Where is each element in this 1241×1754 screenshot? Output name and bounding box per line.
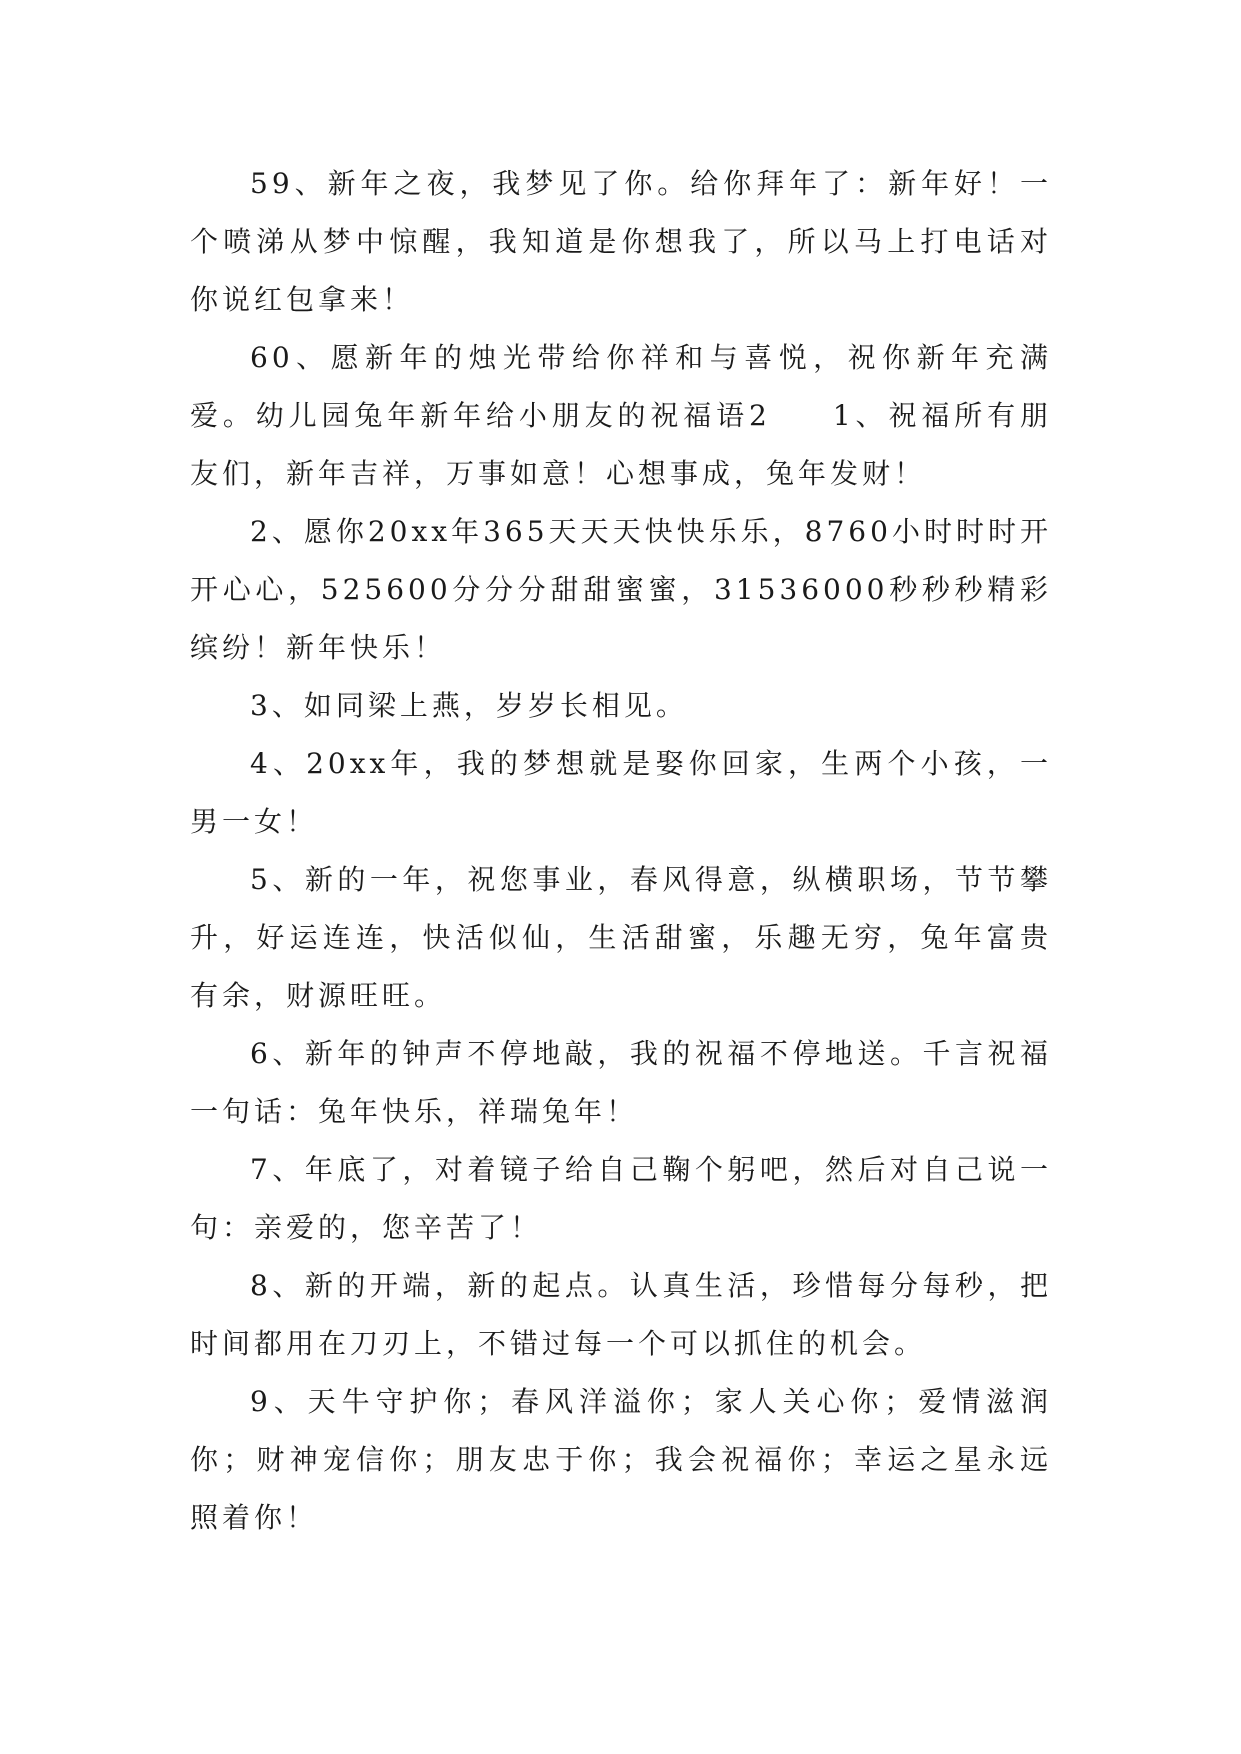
paragraph-8: 8、新的开端，新的起点。认真生活，珍惜每分每秒，把时间都用在刀刃上，不错过每一个可以抓住的机会。 — [190, 1269, 1052, 1360]
paragraph-9: 9、天牛守护你；春风洋溢你；家人关心你；爱情滋润你；财神宠信你；朋友忠于你；我会祝福你；幸运之星永远照着你！ — [190, 1385, 1052, 1534]
document-body — [190, 155, 1052, 1547]
paragraph-60 — [190, 329, 1052, 503]
paragraph-4: 4、20xx年，我的梦想就是娶你回家，生两个小孩，一男一女！ — [190, 747, 1052, 838]
paragraph-1-text: 1、祝福所有朋友们，新年吉祥，万事如意！心想事成，兔年发财！ — [190, 399, 1052, 490]
paragraph-60-text: 60、愿新年的烛光带给你祥和与喜悦，祝你新年充满爱。 — [190, 341, 1052, 432]
paragraph-2: 2、愿你20xx年365天天天快快乐乐，8760小时时时开开心心，525600分分分甜甜蜜蜜，31536000秒秒秒精彩缤纷！新年快乐！ — [190, 515, 1052, 664]
paragraph-3: 3、如同梁上燕，岁岁长相见。 — [250, 689, 688, 722]
paragraph-7: 7、年底了，对着镜子给自己鞠个躬吧，然后对自己说一句：亲爱的，您辛苦了！ — [190, 1153, 1052, 1244]
paragraph-5: 5、新的一年，祝您事业，春风得意，纵横职场，节节攀升，好运连连，快活似仙，生活甜蜜，乐趣无穷，兔年富贵有余，财源旺旺。 — [190, 863, 1052, 1012]
paragraph-6: 6、新年的钟声不停地敲，我的祝福不停地送。千言祝福一句话：兔年快乐，祥瑞兔年！ — [190, 1037, 1052, 1128]
paragraph-59: 59、新年之夜，我梦见了你。给你拜年了：新年好！一个喷涕从梦中惊醒，我知道是你想我了，所以马上打电话对你说红包拿来！ — [190, 167, 1052, 316]
section-heading: 幼儿园兔年新年给小朋友的祝福语2 — [255, 399, 771, 432]
